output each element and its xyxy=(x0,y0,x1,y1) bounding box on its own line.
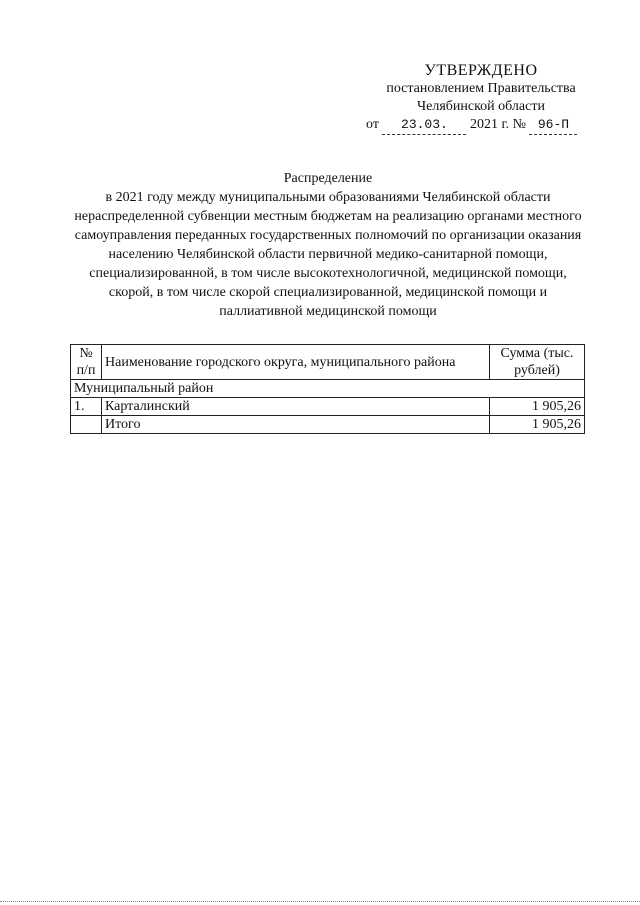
total-name: Итого xyxy=(102,416,490,434)
row-number: 1. xyxy=(71,398,102,416)
year-text: 2021 г. № xyxy=(469,117,526,132)
header-sum: Сумма (тыс. рублей) xyxy=(490,345,585,380)
total-number xyxy=(71,416,102,434)
total-sum: 1 905,26 xyxy=(490,416,585,434)
document-body: в 2021 году между муниципальными образованиями Челябинской области нераспределенной субвенции местным бюджетам на реализацию органами местного самоуправления переданных государственных полномочий по организации оказания населению Челябинской области первичной медико-санитарной помощи, специализированной, в том числе высокотехнологичной, медицинской помощи, скорой, в том числе скорой специализированной, медицинской помощи и паллиативной медицинской помощи xyxy=(74,190,582,319)
document-heading: Распределение xyxy=(283,171,373,186)
total-row xyxy=(71,416,585,434)
approval-line-2: Челябинской области xyxy=(417,99,545,114)
number-value: 96-П xyxy=(529,116,577,135)
document-title-block xyxy=(70,169,586,321)
date-prefix: от xyxy=(366,117,379,132)
distribution-table xyxy=(70,344,585,434)
table-row xyxy=(71,398,585,416)
row-name: Карталинский xyxy=(102,398,490,416)
row-sum: 1 905,26 xyxy=(490,398,585,416)
section-label: Муниципальный район xyxy=(71,380,585,398)
section-row xyxy=(71,380,585,398)
header-name: Наименование городского округа, муниципального района xyxy=(102,345,490,380)
approval-block xyxy=(366,62,596,135)
approval-title: УТВЕРЖДЕНО xyxy=(424,62,538,79)
approval-line-1: постановлением Правительства xyxy=(386,81,576,96)
page-bottom-edge xyxy=(0,901,640,903)
approval-date-line xyxy=(366,116,596,135)
table-header-row xyxy=(71,345,585,380)
date-value: 23.03. xyxy=(382,116,466,135)
header-number: № п/п xyxy=(71,345,102,380)
